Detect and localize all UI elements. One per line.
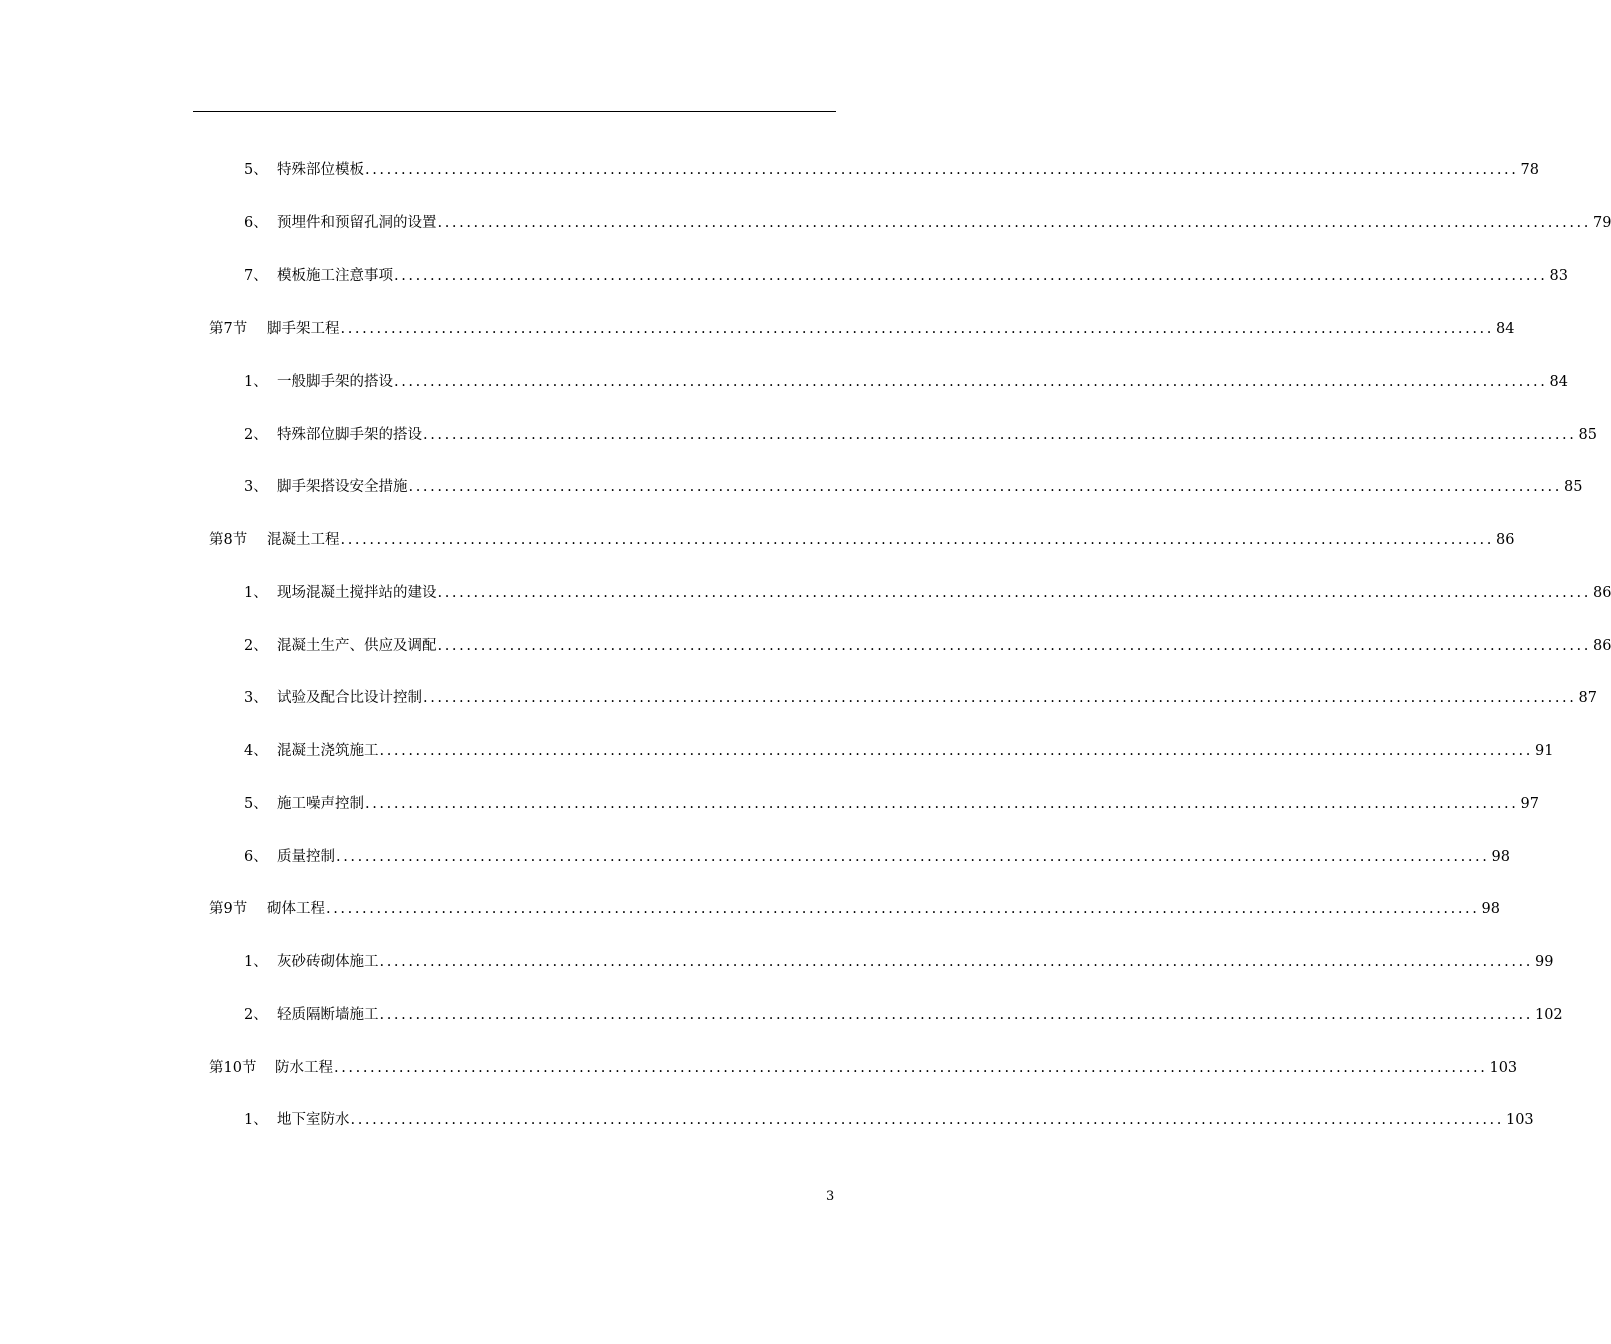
dot-leader: ................................................................................................................................................................ bbox=[365, 162, 1519, 178]
toc-entry-title: 防水工程 bbox=[275, 1060, 333, 1076]
toc-entry-page: 79 bbox=[1592, 215, 1611, 231]
toc-entry-title: 脚手架搭设安全措施 bbox=[277, 479, 408, 495]
dot-leader: ................................................................................................................................................................ bbox=[423, 427, 1577, 443]
toc-entry-page: 84 bbox=[1549, 374, 1568, 390]
toc-entry-number: 5、 bbox=[244, 796, 268, 812]
toc-entry-page: 86 bbox=[1592, 638, 1611, 654]
dot-leader: ................................................................................................................................................................ bbox=[394, 374, 1548, 390]
toc-entry-page: 98 bbox=[1491, 849, 1510, 865]
toc-entry-number: 2、 bbox=[244, 1007, 268, 1023]
toc-entry[interactable] bbox=[244, 582, 1611, 604]
dot-leader: ................................................................................................................................................................ bbox=[336, 849, 1490, 865]
dot-leader: ................................................................................................................................................................ bbox=[437, 638, 1591, 654]
dot-leader: ................................................................................................................................................................ bbox=[437, 585, 1591, 601]
toc-entry-page: 85 bbox=[1578, 427, 1597, 443]
toc-entry-page: 86 bbox=[1495, 532, 1515, 548]
toc-entry-title: 混凝土工程 bbox=[267, 532, 340, 548]
toc-entry-title: 特殊部位脚手架的搭设 bbox=[277, 427, 422, 443]
toc-entry[interactable] bbox=[244, 265, 1568, 287]
toc-entry-title: 施工噪声控制 bbox=[277, 796, 364, 812]
toc-entry-title: 砌体工程 bbox=[267, 901, 325, 917]
toc-entry-number: 2、 bbox=[244, 638, 268, 654]
toc-entry-number: 第8节 bbox=[209, 532, 248, 548]
toc-entry-title: 模板施工注意事项 bbox=[277, 268, 393, 284]
toc-entry-title: 地下室防水 bbox=[277, 1112, 350, 1128]
dot-leader: ................................................................................................................................................................ bbox=[379, 1007, 1533, 1023]
toc-entry-title: 混凝土生产、供应及调配 bbox=[277, 638, 437, 654]
toc-entry-title: 混凝土浇筑施工 bbox=[277, 743, 379, 759]
dot-leader: ................................................................................................................................................................ bbox=[350, 1112, 1504, 1128]
toc-entry-page: 83 bbox=[1549, 268, 1568, 284]
toc-entry-number: 2、 bbox=[244, 427, 268, 443]
toc-entry[interactable] bbox=[244, 846, 1510, 868]
toc-entry-number: 4、 bbox=[244, 743, 268, 759]
dot-leader: ................................................................................................................................................................ bbox=[437, 215, 1591, 231]
toc-entry-title: 预埋件和预留孔洞的设置 bbox=[277, 215, 437, 231]
toc-entry-title: 一般脚手架的搭设 bbox=[277, 374, 393, 390]
header-rule bbox=[193, 111, 836, 112]
dot-leader: ................................................................................................................................................................ bbox=[379, 954, 1533, 970]
toc-entry-title: 脚手架工程 bbox=[267, 321, 340, 337]
page-number: 3 bbox=[826, 1189, 835, 1204]
toc-entry-number: 7、 bbox=[244, 268, 268, 284]
toc-entry-title: 轻质隔断墙施工 bbox=[277, 1007, 379, 1023]
toc-entry-title: 试验及配合比设计控制 bbox=[277, 690, 422, 706]
dot-leader: ................................................................................................................................................................ bbox=[423, 690, 1577, 706]
toc-entry-page: 98 bbox=[1481, 901, 1500, 917]
toc-entry[interactable] bbox=[244, 687, 1597, 709]
toc-entry[interactable] bbox=[244, 740, 1554, 762]
toc-entry-number: 1、 bbox=[244, 954, 268, 970]
toc-entry-page: 85 bbox=[1563, 479, 1583, 495]
toc-entry-number: 第9节 bbox=[209, 901, 248, 917]
toc-entry-number: 3、 bbox=[244, 690, 268, 706]
toc-entry-number: 1、 bbox=[244, 374, 268, 390]
toc-section-entry[interactable] bbox=[209, 898, 1500, 920]
dot-leader: ................................................................................................................................................................ bbox=[326, 901, 1480, 917]
dot-leader: ................................................................................................................................................................ bbox=[394, 268, 1548, 284]
toc-entry[interactable] bbox=[244, 951, 1554, 973]
toc-entry[interactable] bbox=[244, 159, 1539, 181]
toc-entry-title: 现场混凝土搅拌站的建设 bbox=[277, 585, 437, 601]
toc-entry-title: 灰砂砖砌体施工 bbox=[277, 954, 379, 970]
toc-entry[interactable] bbox=[244, 1109, 1534, 1131]
toc-entry-number: 5、 bbox=[244, 162, 268, 178]
toc-section-entry[interactable] bbox=[209, 318, 1515, 340]
dot-leader: ................................................................................................................................................................ bbox=[365, 796, 1519, 812]
dot-leader: ................................................................................................................................................................ bbox=[334, 1060, 1488, 1076]
toc-entry-number: 1、 bbox=[244, 585, 268, 601]
dot-leader: ................................................................................................................................................................ bbox=[408, 479, 1562, 495]
toc-section-entry[interactable] bbox=[209, 1057, 1518, 1079]
dot-leader: ................................................................................................................................................................ bbox=[379, 743, 1533, 759]
toc-entry-page: 86 bbox=[1592, 585, 1611, 601]
toc-entry[interactable] bbox=[244, 793, 1539, 815]
toc-entry-title: 质量控制 bbox=[277, 849, 335, 865]
toc-entry[interactable] bbox=[244, 635, 1611, 657]
toc-entry[interactable] bbox=[244, 212, 1611, 234]
toc-entry[interactable] bbox=[244, 1004, 1563, 1026]
dot-leader: ................................................................................................................................................................ bbox=[340, 321, 1494, 337]
toc-entry-page: 87 bbox=[1578, 690, 1597, 706]
toc-entry-page: 103 bbox=[1489, 1060, 1518, 1076]
toc-entry-number: 3、 bbox=[244, 479, 268, 495]
toc-entry-page: 102 bbox=[1534, 1007, 1563, 1023]
toc-entry-page: 84 bbox=[1495, 321, 1515, 337]
dot-leader: ................................................................................................................................................................ bbox=[340, 532, 1494, 548]
toc-entry-page: 91 bbox=[1534, 743, 1554, 759]
toc-section-entry[interactable] bbox=[209, 529, 1515, 551]
toc-entry-number: 6、 bbox=[244, 215, 268, 231]
toc-entry[interactable] bbox=[244, 424, 1597, 446]
toc-entry[interactable] bbox=[244, 371, 1568, 393]
toc-entry-number: 第10节 bbox=[209, 1060, 257, 1076]
toc-entry-title: 特殊部位模板 bbox=[277, 162, 364, 178]
toc-entry[interactable] bbox=[244, 476, 1583, 498]
toc-entry-page: 97 bbox=[1520, 796, 1539, 812]
toc-entry-number: 6、 bbox=[244, 849, 268, 865]
toc-entry-number: 1、 bbox=[244, 1112, 268, 1128]
toc-entry-number: 第7节 bbox=[209, 321, 248, 337]
toc-entry-page: 78 bbox=[1520, 162, 1539, 178]
toc-entry-page: 99 bbox=[1534, 954, 1554, 970]
toc-entry-page: 103 bbox=[1505, 1112, 1534, 1128]
